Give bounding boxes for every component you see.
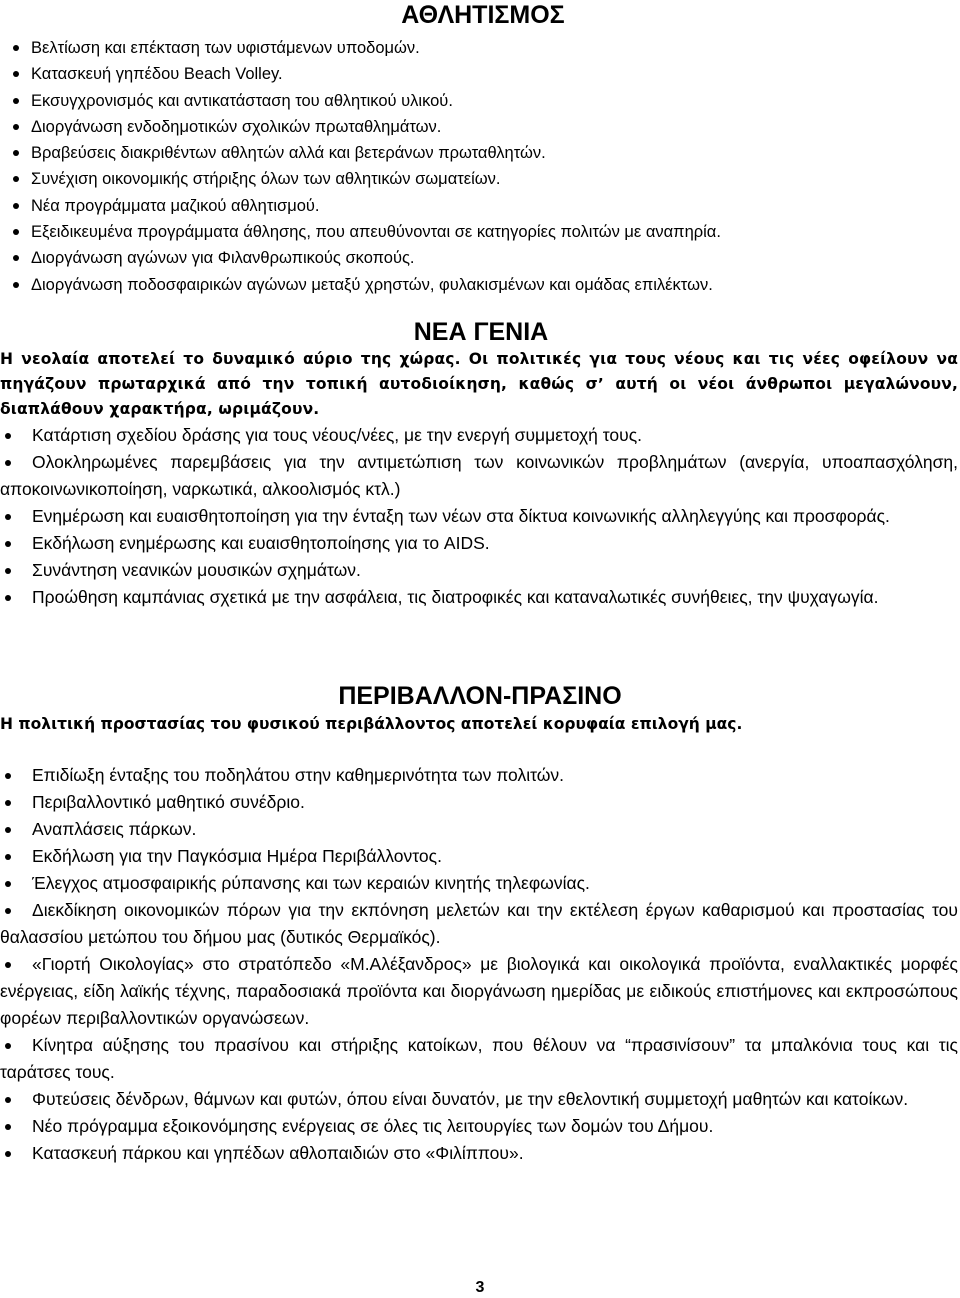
youth-section [0, 318, 958, 611]
bullet-icon [5, 541, 11, 547]
list-item: Βραβεύσεις διακριθέντων αθλητών αλλά και βετεράνων πρωταθλητών. [12, 140, 954, 166]
list-item: Εκδήλωση ενημέρωσης και ευαισθητοποίησης για το AIDS. [0, 530, 958, 557]
bullet-icon [5, 595, 11, 601]
bullet-icon [5, 881, 11, 887]
list-item: Έλεγχος ατμοσφαιρικής ρύπανσης και των κεραιών κινητής τηλεφωνίας. [0, 870, 958, 897]
list-item: Επιδίωξη ένταξης του ποδηλάτου στην καθημερινότητα των πολιτών. [0, 762, 958, 789]
list-item: Συνέχιση οικονομικής στήριξης όλων των αθλητικών σωματείων. [12, 166, 954, 192]
youth-intro: Η νεολαία αποτελεί το δυναμικό αύριο της χώρας. Οι πολιτικές για τους νέους και τις νέες οφείλουν να πηγάζουν πρωταρχικά από την τοπική αυτοδιοίκηση, καθώς σ’ αυτή οι νέοι άνθρωποι μεγαλώνουν, διαπλάθουν χαρακτήρα, ωριμάζουν. [0, 350, 958, 418]
environment-section [0, 682, 958, 1167]
list-item: Συνάντηση νεανικών μουσικών σχημάτων. [0, 557, 958, 584]
list-item: Ολοκληρωμένες παρεμβάσεις για την αντιμετώπιση των κοινωνικών προβλημάτων (ανεργία, υποαπασχόληση, αποκοινωνικοποίηση, ναρκωτικά, αλκοολισμός κτλ.) [0, 452, 958, 499]
list-item: Περιβαλλοντικό μαθητικό συνέδριο. [0, 789, 958, 816]
bullet-icon [5, 827, 11, 833]
list-item: Διοργάνωση ενδοδημοτικών σχολικών πρωταθλημάτων. [12, 114, 954, 140]
list-item: Φυτεύσεις δένδρων, θάμνων και φυτών, όπου είναι δυνατόν, με την εθελοντική συμμετοχή μαθητών και κατοίκων. [0, 1086, 958, 1113]
bullet-icon [13, 203, 19, 209]
list-item: Ενημέρωση και ευαισθητοποίηση για την ένταξη των νέων στα δίκτυα κοινωνικής αλληλεγγύης και προσφοράς. [0, 503, 958, 530]
bullet-icon [13, 176, 19, 182]
list-item: Εξειδικευμένα προγράμματα άθλησης, που απευθύνονται σε κατηγορίες πολιτών με αναπηρία. [12, 219, 954, 245]
bullet-icon [5, 514, 11, 520]
bullet-icon [13, 45, 19, 51]
list-item: Διοργάνωση ποδοσφαιρικών αγώνων μεταξύ χρηστών, φυλακισμένων και ομάδας επιλέκτων. [12, 272, 954, 298]
youth-list [0, 422, 958, 611]
bullet-icon [13, 124, 19, 130]
list-item: Κατασκευή γηπέδου Beach Volley. [12, 61, 954, 87]
page-number: 3 [475, 1279, 485, 1296]
bullet-icon [5, 1097, 11, 1103]
list-item: Κατάρτιση σχεδίου δράσης για τους νέους/νέες, με την ενεργή συμμετοχή τους. [0, 422, 958, 449]
list-item: Εκσυγχρονισμός και αντικατάσταση του αθλητικού υλικού. [12, 88, 954, 114]
bullet-icon [5, 962, 11, 968]
bullet-icon [13, 282, 19, 288]
sports-title: ΑΘΛΗΤΙΣΜΟΣ [401, 1, 565, 29]
bullet-icon [5, 1151, 11, 1157]
bullet-icon [5, 1124, 11, 1130]
sports-list [12, 35, 954, 298]
list-item: Διοργάνωση αγώνων για Φιλανθρωπικούς σκοπούς. [12, 245, 954, 271]
bullet-icon [13, 255, 19, 261]
sports-section [4, 0, 954, 298]
list-item: Βελτίωση και επέκταση των υφιστάμενων υποδομών. [12, 35, 954, 61]
list-item: Κίνητρα αύξησης του πρασίνου και στήριξης κατοίκων, που θέλουν να “πρασινίσουν” τα μπαλκόνια τους και τις ταράτσες τους. [0, 1035, 958, 1082]
list-item: Εκδήλωση για την Παγκόσμια Ημέρα Περιβάλλοντος. [0, 843, 958, 870]
youth-title: ΝΕΑ ΓΕΝΙΑ [413, 318, 549, 346]
bullet-icon [13, 150, 19, 156]
list-item: Προώθηση καμπάνιας σχετικά με την ασφάλεια, τις διατροφικές και καταναλωτικές συνήθειες, την ψυχαγωγία. [0, 584, 958, 611]
bullet-icon [5, 800, 11, 806]
list-item: Αναπλάσεις πάρκων. [0, 816, 958, 843]
list-item: Νέο πρόγραμμα εξοικονόμησης ενέργειας σε όλες τις λειτουργίες των δομών του Δήμου. [0, 1113, 958, 1140]
bullet-icon [5, 568, 11, 574]
bullet-icon [5, 1043, 11, 1049]
bullet-icon [5, 433, 11, 439]
bullet-icon [13, 98, 19, 104]
bullet-icon [13, 71, 19, 77]
list-item: «Γιορτή Οικολογίας» στο στρατόπεδο «Μ.Αλέξανδρος» με βιολογικά και οικολογικά προϊόντα, εναλλακτικές μορφές ενέργειας, είδη λαϊκής τέχνης, παραδοσιακά προϊόντα και διοργάνωση ημερίδας με ειδικούς επιστήμονες και εκπροσώπους φορέων περιβαλλοντικών οργανώσεων. [0, 954, 958, 1028]
environment-intro: Η πολιτική προστασίας του φυσικού περιβάλλοντος αποτελεί κορυφαία επιλογή μας. [0, 715, 743, 733]
bullet-icon [5, 773, 11, 779]
environment-list [0, 762, 958, 1167]
bullet-icon [5, 854, 11, 860]
bullet-icon [5, 908, 11, 914]
list-item: Διεκδίκηση οικονομικών πόρων για την εκπόνηση μελετών και την εκτέλεση έργων καθαρισμού και προστασίας του θαλασσίου μετώπου του δήμου μας (δυτικός Θερμαϊκός). [0, 900, 958, 947]
environment-title: ΠΕΡΙΒΑΛΛΟΝ-ΠΡΑΣΙΝΟ [338, 682, 622, 710]
bullet-icon [5, 460, 11, 466]
list-item: Νέα προγράμματα μαζικού αθλητισμού. [12, 193, 954, 219]
list-item: Κατασκευή πάρκου και γηπέδων αθλοπαιδιών στο «Φιλίππου». [0, 1140, 958, 1167]
bullet-icon [13, 229, 19, 235]
